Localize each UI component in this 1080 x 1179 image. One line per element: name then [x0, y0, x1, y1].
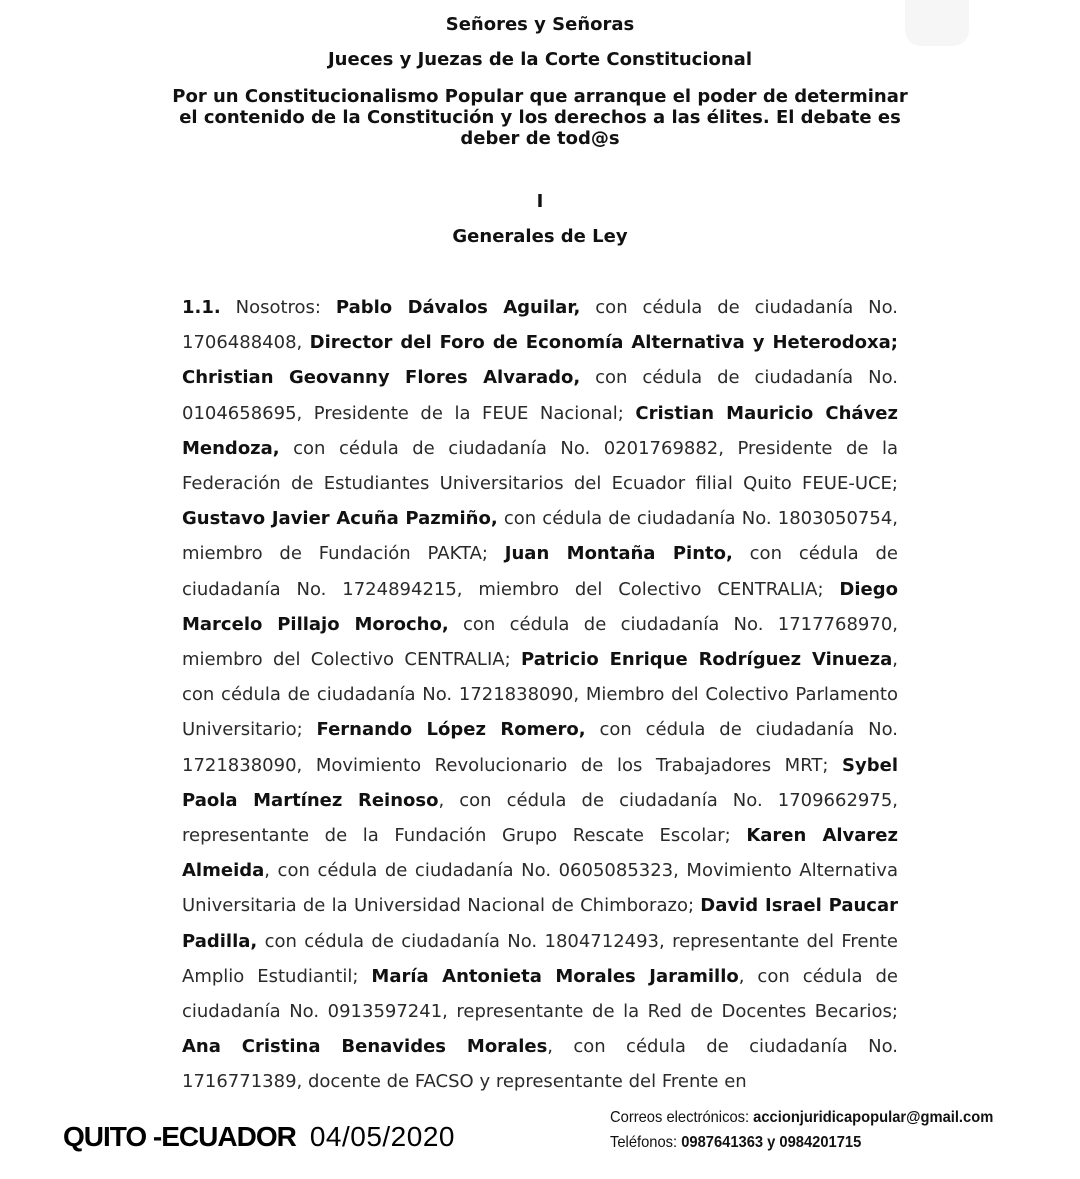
text-segment: con cédula de ciudadanía No. 1804712493, representante del Frente Amplio Estudiantil; — [182, 930, 898, 987]
document-title: Por un Constitucionalismo Popular que arranque el poder de determinar el contenido de la Constitución y los derechos a las élites. El debate es deber de tod@s — [172, 86, 908, 149]
footer-location — [63, 1121, 455, 1153]
bold-segment: María Antonieta Morales Jaramillo — [371, 965, 739, 987]
bold-segment: Fernando López Romero, — [316, 719, 586, 741]
text-segment: con cédula de ciudadanía No. 0104658695, Presidente de la FEUE Nacional; — [182, 367, 898, 424]
section-title: Generales de Ley — [452, 226, 628, 247]
bold-segment: Sybel Paola Martínez Reinoso — [182, 754, 898, 811]
text-segment: con cédula de ciudadanía No. 1724894215, miembro del Colectivo CENTRALIA; — [182, 543, 898, 600]
bold-segment: Diego Marcelo Pillajo Morocho, — [182, 578, 898, 635]
text-segment: , con cédula de ciudadanía No. 1716771389, docente de FACSO y representante del Frente en — [182, 1036, 898, 1093]
section-number: I — [536, 191, 544, 212]
text-segment: con cédula de ciudadanía No. 1706488408, — [182, 297, 898, 354]
phone-label: Teléfonos: — [610, 1134, 682, 1151]
bold-segment: Pablo Dávalos Aguilar, — [335, 297, 581, 318]
bold-segment: Ana Cristina Benavides Morales — [182, 1036, 548, 1058]
bold-segment: Karen Alvarez Almeida — [182, 825, 898, 882]
text-segment: , con cédula de ciudadanía No. 0913597241, representante de la Red de Docentes Becarios; — [182, 965, 899, 1023]
footer-contact — [610, 1105, 993, 1155]
bold-segment: Director del Foro de Economía Alternativa y Heterodoxa; Christian Geovanny Flores Alvarado, — [182, 332, 898, 389]
footer-date: 04/05/2020 — [309, 1121, 455, 1152]
bold-segment: Cristian Mauricio Chávez Mendoza, — [182, 402, 898, 459]
text-segment: , con cédula de ciudadanía No. 1721838090, Miembro del Colectivo Parlamento Universitario; — [182, 649, 898, 741]
phone-line — [610, 1130, 993, 1155]
bold-segment: Gustavo Javier Acuña Pazmiño, — [182, 508, 498, 530]
text-segment: , con cédula de ciudadanía No. 1709662975, representante de la Fundación Grupo Rescate Escolar; — [182, 789, 898, 847]
email-label: Correos electrónicos: — [610, 1109, 754, 1126]
body-paragraph — [182, 290, 898, 1100]
text-segment: con cédula de ciudadanía No. 1717768970, miembro del Colectivo CENTRALIA; — [182, 613, 898, 671]
text-segment: con cédula de ciudadanía No. 0201769882, Presidente de la Federación de Estudiantes Universitarios del Ecuador filial Quito FEUE-UCE; — [182, 437, 898, 495]
paragraph-number: 1.1. — [182, 297, 221, 318]
text-segment: Nosotros: — [220, 297, 336, 318]
salutation: Señores y Señoras — [445, 14, 635, 35]
bold-segment: David Israel Paucar Padilla, — [182, 895, 898, 952]
text-segment: , con cédula de ciudadanía No. 0605085323, Movimiento Alternativa Universitaria de la Universidad Nacional de Chimborazo; — [182, 860, 898, 917]
text-segment: con cédula de ciudadanía No. 1721838090, Movimiento Revolucionario de los Trabajadores MRT; — [182, 719, 898, 776]
email-line — [610, 1105, 993, 1130]
court-heading: Jueces y Juezas de la Corte Constitucional — [327, 49, 752, 70]
bold-segment: Juan Montaña Pinto, — [504, 543, 733, 565]
footer-city: QUITO -ECUADOR — [63, 1121, 296, 1152]
email-address[interactable]: accionjuridicapopular@gmail.com — [753, 1109, 994, 1126]
bold-segment: Patricio Enrique Rodríguez Vinueza — [521, 649, 893, 671]
phone-numbers: 0987641363 y 0984201715 — [681, 1134, 862, 1151]
text-segment: con cédula de ciudadanía No. 1803050754, miembro de Fundación PAKTA; — [182, 508, 898, 565]
